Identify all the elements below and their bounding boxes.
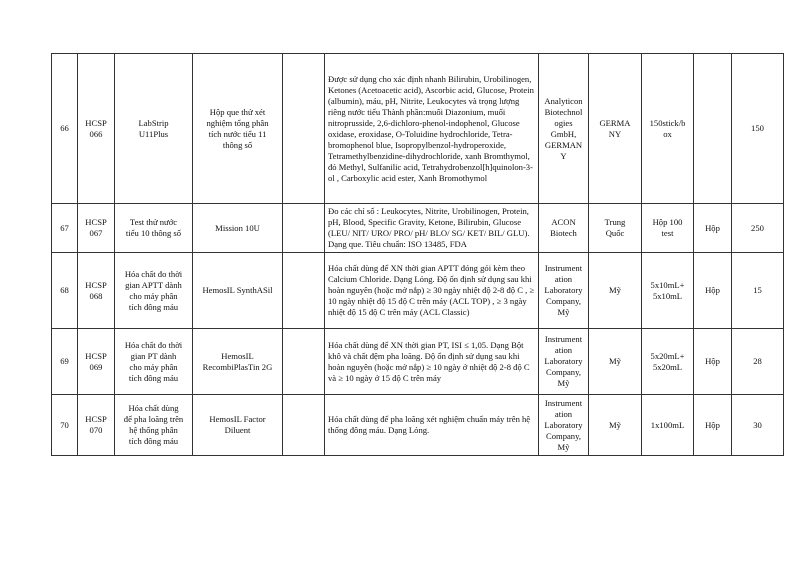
product-description: Hóa chất dùng để XN thời gian APTT đóng gói kèm theo Calcium Chloride. Dạng Lỏng. Độ ổn định sử dụng sau khi hoàn nguyên (hoặc mở nắp) ≥ 30 ngày nhiệt độ 2-8 độ C , ≥ 10 ngày nhiệt độ 15 độ C trên máy (ACL TOP) , ≥ 3 ngày nhiệt độ 15 độ C trên máy (ACL Classic) bbox=[325, 253, 539, 329]
product-model: Mission 10U bbox=[193, 204, 283, 253]
unit: Hộp bbox=[694, 395, 732, 456]
product-model: HemosIL Factor Diluent bbox=[193, 395, 283, 456]
extra-cell bbox=[283, 204, 325, 253]
manufacturer: Instrument ation Laboratory Company, Mỹ bbox=[539, 395, 589, 456]
product-code: HCSP 070 bbox=[78, 395, 115, 456]
manufacturer: ACON Biotech bbox=[539, 204, 589, 253]
extra-cell bbox=[283, 329, 325, 395]
manufacturer: Analyticon Biotechnol ogies GmbH, GERMAN Y bbox=[539, 54, 589, 204]
packing-spec: 5x10mL+ 5x10mL bbox=[642, 253, 694, 329]
packing-spec: 5x20mL+ 5x20mL bbox=[642, 329, 694, 395]
unit: Hộp bbox=[694, 204, 732, 253]
table-row bbox=[52, 329, 784, 395]
manufacturer: Instrument ation Laboratory Company, Mỹ bbox=[539, 253, 589, 329]
product-name: LabStrip U11Plus bbox=[115, 54, 193, 204]
quantity: 28 bbox=[732, 329, 784, 395]
origin-country: Mỹ bbox=[589, 253, 642, 329]
product-model: HemosIL RecombiPlasTin 2G bbox=[193, 329, 283, 395]
unit: Hộp bbox=[694, 329, 732, 395]
origin-country: GERMA NY bbox=[589, 54, 642, 204]
product-model: HemosIL SynthASil bbox=[193, 253, 283, 329]
quantity: 250 bbox=[732, 204, 784, 253]
origin-country: Mỹ bbox=[589, 395, 642, 456]
row-number: 70 bbox=[52, 395, 78, 456]
unit bbox=[694, 54, 732, 204]
packing-spec: 150stick/b ox bbox=[642, 54, 694, 204]
product-name: Test thử nước tiểu 10 thông số bbox=[115, 204, 193, 253]
manufacturer: Instrument ation Laboratory Company, Mỹ bbox=[539, 329, 589, 395]
product-code: HCSP 069 bbox=[78, 329, 115, 395]
origin-country: Trung Quốc bbox=[589, 204, 642, 253]
table-row bbox=[52, 395, 784, 456]
quantity: 30 bbox=[732, 395, 784, 456]
product-description: Đo các chỉ số : Leukocytes, Nitrite, Urobilinogen, Protein, pH, Blood, Specific Gravity, Ketone, Bilirubin, Glucose (LEU/ NIT/ URO/ PRO/ pH/ BLO/ SG/ KET/ BIL/ GLU). Dạng que. Tiêu chuẩn: ISO 13485, FDA bbox=[325, 204, 539, 253]
table-row bbox=[52, 204, 784, 253]
row-number: 68 bbox=[52, 253, 78, 329]
packing-spec: 1x100mL bbox=[642, 395, 694, 456]
product-table bbox=[51, 53, 784, 456]
unit: Hộp bbox=[694, 253, 732, 329]
product-code: HCSP 068 bbox=[78, 253, 115, 329]
quantity: 150 bbox=[732, 54, 784, 204]
product-code: HCSP 067 bbox=[78, 204, 115, 253]
product-name: Hóa chất đo thời gian PT dành cho máy phân tích đông máu bbox=[115, 329, 193, 395]
extra-cell bbox=[283, 253, 325, 329]
product-name: Hóa chất đo thời gian APTT dành cho máy phân tích đông máu bbox=[115, 253, 193, 329]
table-row bbox=[52, 253, 784, 329]
product-description: Hóa chất dùng để pha loãng xét nghiệm chuẩn máy trên hệ thống đông máu. Dạng Lỏng. bbox=[325, 395, 539, 456]
product-name: Hóa chất dùng để pha loãng trên hệ thống phân tích đông máu bbox=[115, 395, 193, 456]
extra-cell bbox=[283, 395, 325, 456]
row-number: 67 bbox=[52, 204, 78, 253]
origin-country: Mỹ bbox=[589, 329, 642, 395]
product-model: Hộp que thử xét nghiệm tổng phân tích nước tiểu 11 thông số bbox=[193, 54, 283, 204]
extra-cell bbox=[283, 54, 325, 204]
packing-spec: Hộp 100 test bbox=[642, 204, 694, 253]
row-number: 69 bbox=[52, 329, 78, 395]
quantity: 15 bbox=[732, 253, 784, 329]
table-row bbox=[52, 54, 784, 204]
product-code: HCSP 066 bbox=[78, 54, 115, 204]
product-description: Hóa chất dùng để XN thời gian PT, ISI ≤ 1,05. Dạng Bột khô và chất đệm pha loãng. Độ ổn định sử dụng sau khi hoàn nguyên (hoặc mở nắp) ≥ 10 ngày ở nhiệt độ 2-8 độ C và ≥ 10 ngày ở 15 độ C trên máy bbox=[325, 329, 539, 395]
product-description: Được sử dụng cho xác định nhanh Bilirubin, Urobilinogen, Ketones (Acetoacetic acid), Ascorbic acid, Glucose, Protein (albumin), máu, pH, Nitrite, Leukocytes và trọng lượng riêng nước tiểu Thành phần:muối Diazonium, muối nitroprusside, 2,6-dichloro-phenol-indophenol, Glucose oxidase, eroxidase, O-Toluidine hydrochloride, Tetra-bromophenol blue, Isopropylbenzol-hydroperoxide, Tetramethylbenzidine-dihydrochloride, xanh Bromthymol, đỏ Methyl, Sulfanilic acid, Tetrahydrobenzol[h]quinolon-3-ol , Carboxylic acid ester, Xanh Bromothymol bbox=[325, 54, 539, 204]
row-number: 66 bbox=[52, 54, 78, 204]
